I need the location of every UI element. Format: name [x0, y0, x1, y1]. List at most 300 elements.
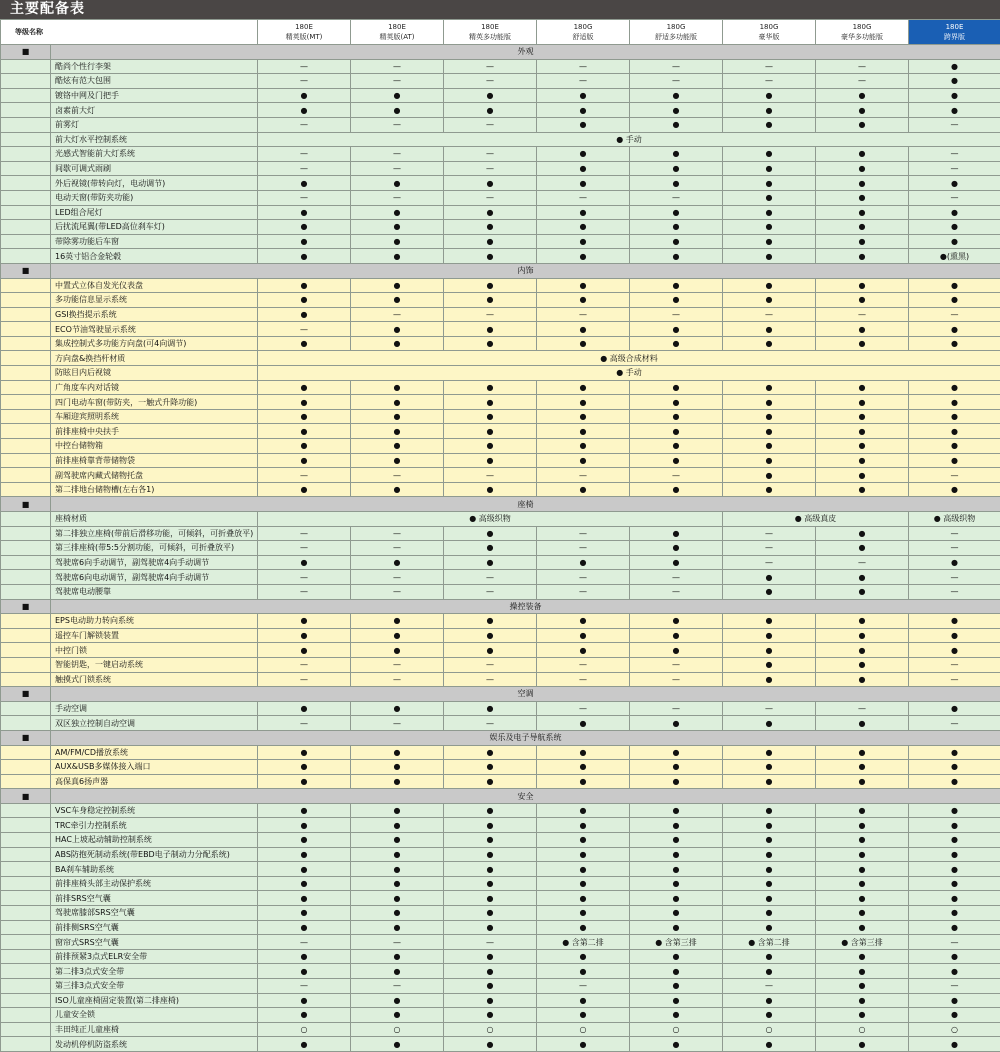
section-marker-icon: ■: [1, 687, 51, 702]
spec-cell: ●: [351, 745, 444, 760]
row-spacer: [1, 584, 51, 599]
table-row: [1, 482, 1000, 497]
spec-cell: ●: [816, 1008, 909, 1023]
spec-cell: ●: [630, 1037, 723, 1052]
spec-cell: ●: [909, 803, 1000, 818]
spec-cell: ●: [444, 993, 537, 1008]
spec-cell: ●: [723, 176, 816, 191]
row-spacer: [1, 307, 51, 322]
spec-cell: ●: [630, 380, 723, 395]
section-title: 娱乐及电子导航系统: [51, 730, 1000, 745]
feature-name: 驾驶席电动腰靠: [51, 584, 258, 599]
table-row: [1, 132, 1000, 147]
row-spacer: [1, 964, 51, 979]
spec-cell: ●: [258, 1037, 351, 1052]
spec-cell: ●: [444, 949, 537, 964]
spec-cell: ●: [723, 293, 816, 308]
spec-cell: —: [258, 935, 351, 950]
row-spacer: [1, 161, 51, 176]
spec-cell: ●: [258, 803, 351, 818]
spec-cell: ●: [723, 774, 816, 789]
spec-cell: ●: [723, 643, 816, 658]
spec-cell: ●: [351, 176, 444, 191]
spec-cell: ○: [258, 1022, 351, 1037]
spec-cell: ●: [816, 862, 909, 877]
section-header-row: [1, 730, 1000, 745]
row-spacer: [1, 774, 51, 789]
spec-cell: ●: [351, 906, 444, 921]
feature-name: ECO节油驾驶显示系统: [51, 322, 258, 337]
spec-cell: ●: [258, 760, 351, 775]
spec-cell: ●: [909, 482, 1000, 497]
spec-cell: ●: [444, 176, 537, 191]
spec-cell: ●: [630, 88, 723, 103]
spec-cell: ●: [630, 833, 723, 848]
row-spacer: [1, 512, 51, 527]
spec-cell: ●: [816, 249, 909, 264]
spec-cell: —: [723, 307, 816, 322]
spec-cell: ●: [351, 278, 444, 293]
spec-cell: ●: [723, 395, 816, 410]
feature-name: 方向盘&换挡杆材质: [51, 351, 258, 366]
feature-name: LED组合尾灯: [51, 205, 258, 220]
spec-cell: ●: [351, 760, 444, 775]
row-spacer: [1, 614, 51, 629]
spec-cell: ●: [630, 103, 723, 118]
spec-cell: —: [723, 526, 816, 541]
spec-cell: ●: [351, 205, 444, 220]
spec-cell: ●: [816, 234, 909, 249]
feature-name: 高保真6扬声器: [51, 774, 258, 789]
spec-cell: —: [351, 716, 444, 731]
spec-cell: ●: [258, 993, 351, 1008]
spec-cell: ●: [444, 424, 537, 439]
spec-cell: —: [444, 935, 537, 950]
feature-name: TRC牵引力控制系统: [51, 818, 258, 833]
feature-name: 广角度车内对话镜: [51, 380, 258, 395]
row-spacer: [1, 949, 51, 964]
grade-label: 等级名称: [1, 20, 258, 45]
feature-name: 双区独立控制自动空调: [51, 716, 258, 731]
spec-cell: ●: [630, 949, 723, 964]
spec-cell: —: [816, 74, 909, 89]
spec-cell: ●: [351, 628, 444, 643]
spec-cell: —: [909, 190, 1000, 205]
table-body: [1, 45, 1000, 1052]
spec-cell: ●: [444, 249, 537, 264]
table-row: [1, 409, 1000, 424]
spec-cell: —: [351, 584, 444, 599]
spec-cell: ●: [351, 409, 444, 424]
spec-cell: ●: [351, 701, 444, 716]
spec-cell: ●: [630, 453, 723, 468]
table-row: [1, 760, 1000, 775]
spec-cell: ●: [444, 774, 537, 789]
row-spacer: [1, 439, 51, 454]
spec-cell: ●: [909, 628, 1000, 643]
spec-cell: ●: [351, 293, 444, 308]
spec-cell-merged: ● 高级真皮: [723, 512, 909, 527]
spec-cell: ●: [723, 570, 816, 585]
spec-cell: —: [723, 555, 816, 570]
row-spacer: [1, 336, 51, 351]
spec-cell: ●: [630, 920, 723, 935]
spec-cell: ●: [816, 614, 909, 629]
model-code: 180G: [630, 22, 722, 32]
spec-cell: ●: [630, 117, 723, 132]
feature-name: 前排预紧3点式ELR安全带: [51, 949, 258, 964]
model-code: 180E: [909, 22, 1000, 32]
spec-cell: ●: [909, 745, 1000, 760]
spec-cell: ●: [816, 949, 909, 964]
row-spacer: [1, 891, 51, 906]
spec-cell: —: [351, 657, 444, 672]
spec-cell: ●: [351, 555, 444, 570]
table-row: [1, 468, 1000, 483]
spec-cell: ●: [909, 176, 1000, 191]
spec-cell: ●: [351, 380, 444, 395]
spec-cell: —: [537, 59, 630, 74]
row-spacer: [1, 205, 51, 220]
feature-name: 驾驶席6向电动调节，副驾驶席4向手动调节: [51, 570, 258, 585]
row-spacer: [1, 760, 51, 775]
spec-cell: ●: [351, 847, 444, 862]
model-header-2: [444, 20, 537, 45]
row-spacer: [1, 351, 51, 366]
spec-cell: ●: [444, 862, 537, 877]
section-title: 外观: [51, 45, 1000, 60]
spec-cell: —: [351, 74, 444, 89]
spec-cell: ●: [444, 555, 537, 570]
spec-cell: ●: [351, 322, 444, 337]
spec-cell: ●: [723, 1008, 816, 1023]
model-trim: 跨界版: [909, 32, 1000, 42]
model-header-7: [909, 20, 1000, 45]
feature-name: 第三排座椅(带5:5分割功能，可倾斜，可折叠放平): [51, 541, 258, 556]
spec-cell: ●: [816, 103, 909, 118]
spec-cell: ●: [909, 278, 1000, 293]
feature-name: 窗帘式SRS空气囊: [51, 935, 258, 950]
model-code: 180E: [258, 22, 350, 32]
spec-cell: ● 含第三排: [816, 935, 909, 950]
spec-cell: ●: [816, 293, 909, 308]
spec-cell: ●: [723, 833, 816, 848]
spec-cell: ●: [258, 336, 351, 351]
spec-cell: ●: [258, 818, 351, 833]
model-code: 180G: [816, 22, 908, 32]
spec-cell: —: [537, 979, 630, 994]
spec-cell: ●: [351, 818, 444, 833]
spec-cell: ●: [258, 701, 351, 716]
spec-cell: ○: [816, 1022, 909, 1037]
feature-name: 儿童安全锁: [51, 1008, 258, 1023]
feature-name: 防眩目内后视镜: [51, 366, 258, 381]
spec-cell: —: [537, 468, 630, 483]
spec-cell: ●: [909, 818, 1000, 833]
spec-cell: ●: [351, 614, 444, 629]
spec-cell: —: [816, 307, 909, 322]
spec-cell: —: [444, 117, 537, 132]
spec-cell: ●: [351, 891, 444, 906]
spec-cell: ●: [723, 876, 816, 891]
spec-cell: ●: [444, 88, 537, 103]
row-spacer: [1, 643, 51, 658]
spec-cell: ●: [351, 439, 444, 454]
spec-cell: ●: [630, 336, 723, 351]
feature-name: 中控台储物箱: [51, 439, 258, 454]
spec-cell: ●: [537, 818, 630, 833]
table-row: [1, 672, 1000, 687]
spec-cell: ●: [444, 482, 537, 497]
row-spacer: [1, 88, 51, 103]
row-spacer: [1, 993, 51, 1008]
spec-cell: ●: [723, 190, 816, 205]
spec-cell: —: [444, 161, 537, 176]
spec-cell: —: [630, 307, 723, 322]
spec-cell: ●: [444, 453, 537, 468]
table-row: [1, 380, 1000, 395]
spec-cell: ●: [258, 1008, 351, 1023]
spec-cell: —: [258, 979, 351, 994]
spec-cell: ●: [351, 234, 444, 249]
spec-cell: ●: [258, 103, 351, 118]
row-spacer: [1, 818, 51, 833]
model-trim: 舒适多功能版: [630, 32, 722, 42]
spec-cell: ●: [537, 395, 630, 410]
spec-cell: ●: [630, 205, 723, 220]
spec-cell: ●: [723, 862, 816, 877]
spec-cell: —: [351, 147, 444, 162]
spec-cell: ●: [816, 964, 909, 979]
spec-cell: ●: [723, 161, 816, 176]
spec-cell: ●: [816, 993, 909, 1008]
equipment-table: [0, 19, 1000, 1052]
row-spacer: [1, 833, 51, 848]
table-row: [1, 935, 1000, 950]
spec-cell-merged: ● 高级织物: [909, 512, 1000, 527]
spec-cell: —: [351, 161, 444, 176]
spec-cell: ●: [816, 643, 909, 658]
spec-cell: ●: [909, 906, 1000, 921]
spec-cell: ●: [258, 964, 351, 979]
spec-cell: ●: [630, 760, 723, 775]
model-trim: 豪华版: [723, 32, 815, 42]
spec-cell: —: [537, 701, 630, 716]
spec-cell: ●: [909, 847, 1000, 862]
feature-name: EPS电动助力转向系统: [51, 614, 258, 629]
spec-cell: —: [909, 672, 1000, 687]
spec-cell: ●: [630, 745, 723, 760]
spec-cell: —: [444, 74, 537, 89]
spec-cell: ●: [816, 716, 909, 731]
row-spacer: [1, 190, 51, 205]
spec-cell: ●: [816, 190, 909, 205]
spec-cell: —: [909, 716, 1000, 731]
table-row: [1, 584, 1000, 599]
spec-cell: —: [258, 570, 351, 585]
feature-name: 座椅材质: [51, 512, 258, 527]
spec-cell: ●: [723, 453, 816, 468]
feature-name: 遥控车门解锁装置: [51, 628, 258, 643]
spec-cell: —: [258, 74, 351, 89]
spec-cell: ●: [723, 964, 816, 979]
table-row: [1, 964, 1000, 979]
spec-cell: ○: [630, 1022, 723, 1037]
table-row: [1, 234, 1000, 249]
feature-name: 外后视镜(带转向灯，电动调节): [51, 176, 258, 191]
spec-cell: ●: [816, 322, 909, 337]
spec-cell: ●: [816, 424, 909, 439]
model-trim: 豪华多功能版: [816, 32, 908, 42]
spec-cell: ●: [444, 964, 537, 979]
section-title: 座椅: [51, 497, 1000, 512]
spec-cell: ●: [258, 220, 351, 235]
table-row: [1, 395, 1000, 410]
spec-cell: ●: [258, 424, 351, 439]
spec-cell: ●: [537, 205, 630, 220]
spec-cell: —: [909, 584, 1000, 599]
row-spacer: [1, 701, 51, 716]
spec-cell: ●: [537, 774, 630, 789]
spec-cell: ●: [816, 278, 909, 293]
spec-cell: —: [630, 584, 723, 599]
spec-cell: ●: [723, 716, 816, 731]
feature-name: 前排座椅头部主动保护系统: [51, 876, 258, 891]
feature-name: 电动天窗(带防夹功能): [51, 190, 258, 205]
table-row: [1, 1022, 1000, 1037]
row-spacer: [1, 74, 51, 89]
spec-cell: —: [909, 526, 1000, 541]
spec-cell: ●: [444, 847, 537, 862]
spec-cell: ●: [723, 891, 816, 906]
spec-cell: ●: [351, 833, 444, 848]
spec-cell: ●: [258, 380, 351, 395]
table-row: [1, 555, 1000, 570]
spec-cell: ●: [537, 993, 630, 1008]
spec-cell: ●: [258, 833, 351, 848]
spec-cell: ●: [444, 409, 537, 424]
spec-cell: ●: [444, 541, 537, 556]
spec-cell: ●: [258, 409, 351, 424]
table-row: [1, 439, 1000, 454]
spec-cell: ●: [723, 409, 816, 424]
feature-name: 酷炫有范大包围: [51, 74, 258, 89]
spec-cell: ●: [537, 103, 630, 118]
spec-cell: ●: [444, 103, 537, 118]
spec-cell: ●: [351, 920, 444, 935]
spec-cell: ●: [816, 482, 909, 497]
feature-name: 前排SRS空气囊: [51, 891, 258, 906]
table-row: [1, 570, 1000, 585]
feature-name: 中置式立体自发光仪表盘: [51, 278, 258, 293]
table-row: [1, 993, 1000, 1008]
spec-cell: ●: [537, 920, 630, 935]
feature-name: HAC上坡起动辅助控制系统: [51, 833, 258, 848]
table-row: [1, 847, 1000, 862]
table-row: [1, 906, 1000, 921]
spec-cell: —: [351, 541, 444, 556]
section-title: 内饰: [51, 263, 1000, 278]
spec-cell: ●: [630, 439, 723, 454]
spec-cell: ●: [258, 293, 351, 308]
spec-cell: ●: [630, 964, 723, 979]
spec-cell: ●: [351, 249, 444, 264]
section-header-row: [1, 497, 1000, 512]
spec-cell: ●: [258, 395, 351, 410]
spec-cell: —: [723, 979, 816, 994]
spec-cell: ●: [537, 293, 630, 308]
spec-cell: ○: [537, 1022, 630, 1037]
spec-cell: ●: [537, 803, 630, 818]
model-header-1: [351, 20, 444, 45]
feature-name: BA刹车辅助系统: [51, 862, 258, 877]
row-spacer: [1, 453, 51, 468]
spec-cell: —: [444, 468, 537, 483]
spec-cell: ●: [630, 628, 723, 643]
spec-cell: ●: [909, 103, 1000, 118]
row-spacer: [1, 249, 51, 264]
model-header-6: [816, 20, 909, 45]
spec-cell: ●: [258, 774, 351, 789]
spec-cell: ●: [909, 395, 1000, 410]
table-row: [1, 278, 1000, 293]
feature-name: 间歇可调式雨刷: [51, 161, 258, 176]
spec-cell: ●: [816, 409, 909, 424]
spec-cell: ●: [816, 745, 909, 760]
spec-cell: ●: [537, 88, 630, 103]
spec-cell: ●: [723, 906, 816, 921]
spec-cell: ●: [258, 920, 351, 935]
spec-cell: ●: [537, 409, 630, 424]
table-row: [1, 541, 1000, 556]
table-row: [1, 161, 1000, 176]
spec-cell: ●: [351, 862, 444, 877]
section-title: 操控装备: [51, 599, 1000, 614]
table-row: [1, 526, 1000, 541]
spec-cell: ○: [909, 1022, 1000, 1037]
spec-cell: ●: [444, 643, 537, 658]
spec-cell: ●: [909, 59, 1000, 74]
model-trim: 精英版(MT): [258, 32, 350, 42]
section-title: 空调: [51, 687, 1000, 702]
table-row: [1, 920, 1000, 935]
spec-cell: —: [537, 307, 630, 322]
spec-cell: ●: [909, 293, 1000, 308]
spec-cell: —: [258, 322, 351, 337]
table-row: [1, 979, 1000, 994]
spec-cell: —: [444, 570, 537, 585]
spec-cell: ●: [351, 395, 444, 410]
table-row: [1, 307, 1000, 322]
spec-cell: ●: [816, 876, 909, 891]
section-header-row: [1, 789, 1000, 804]
spec-cell: ●: [444, 818, 537, 833]
spec-cell: ●: [537, 176, 630, 191]
spec-cell: ●: [909, 1037, 1000, 1052]
spec-cell: ●: [351, 1008, 444, 1023]
table-row: [1, 176, 1000, 191]
spec-cell: ●: [723, 672, 816, 687]
spec-cell: ●: [816, 847, 909, 862]
spec-cell: ●: [537, 439, 630, 454]
spec-cell: ●: [723, 1037, 816, 1052]
spec-cell: —: [723, 541, 816, 556]
table-row: [1, 351, 1000, 366]
model-code: 180G: [537, 22, 629, 32]
table-row: [1, 88, 1000, 103]
spec-cell: ●: [723, 628, 816, 643]
spec-cell: ●: [537, 964, 630, 979]
